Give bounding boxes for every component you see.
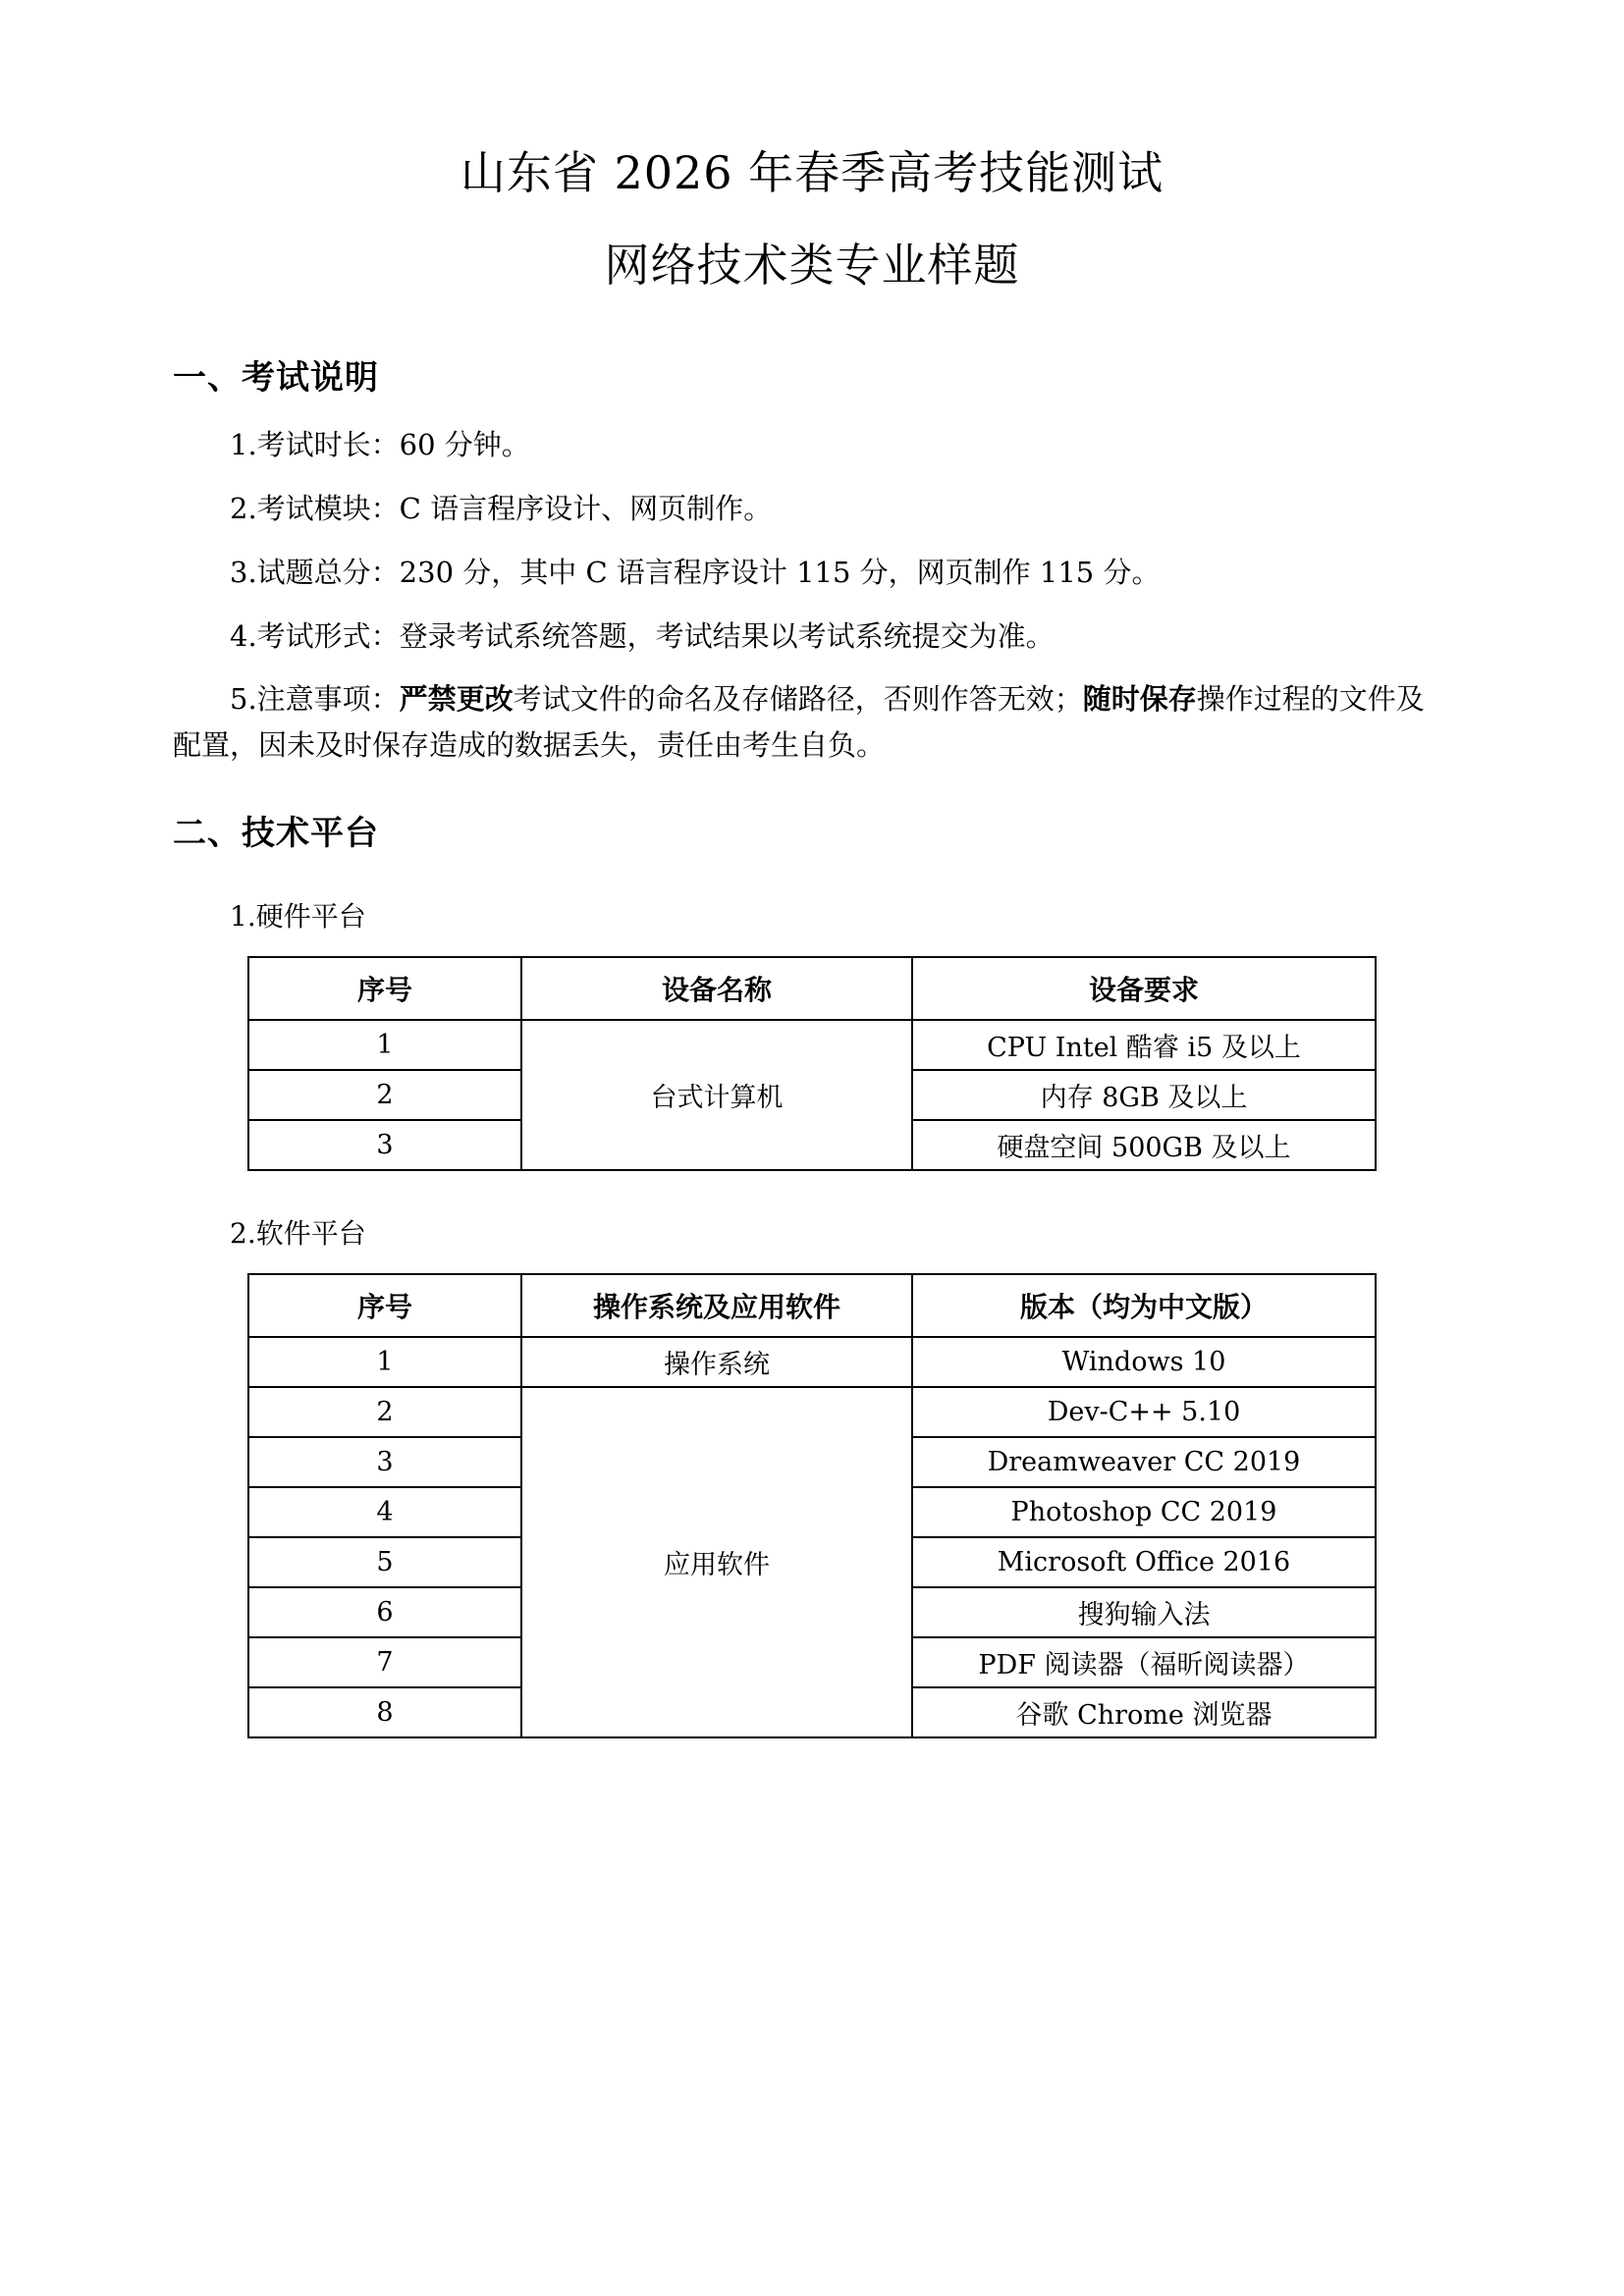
software-cell-version: Microsoft Office 2016 [912,1537,1376,1587]
software-cell-version: 谷歌 Chrome 浏览器 [912,1687,1376,1737]
software-cell-category-os: 操作系统 [521,1337,912,1387]
table-row [248,1337,1376,1387]
table-row [248,1387,1376,1437]
section-heading-exam-instructions: 一、考试说明 [173,357,379,398]
table-header-row [248,957,1376,1020]
notice-middle: 考试文件的命名及存储路径，否则作答无效； [513,682,1083,717]
notice-prefix: 5.注意事项： [230,682,400,717]
software-cell-index: 1 [248,1337,521,1387]
exam-instruction-item-5-notice [173,659,1451,769]
hardware-cell-requirement: 内存 8GB 及以上 [912,1070,1376,1120]
hardware-cell-index: 3 [248,1120,521,1170]
table-header-row [248,1274,1376,1337]
software-col-category: 操作系统及应用软件 [521,1274,912,1337]
software-cell-category-apps-merged: 应用软件 [521,1387,912,1737]
document-title-line-1: 山东省 2026 年春季高考技能测试 [460,146,1164,199]
software-cell-version: 搜狗输入法 [912,1587,1376,1637]
software-cell-version: PDF 阅读器（福昕阅读器） [912,1637,1376,1687]
hardware-cell-device-name-merged: 台式计算机 [521,1020,912,1170]
software-platform-table [247,1273,1377,1738]
software-cell-index: 5 [248,1537,521,1587]
software-cell-index: 6 [248,1587,521,1637]
software-col-version: 版本（均为中文版） [912,1274,1376,1337]
software-cell-index: 3 [248,1437,521,1487]
software-cell-version: Photoshop CC 2019 [912,1487,1376,1537]
notice-emphasis-1: 严禁更改 [399,682,514,717]
software-cell-index: 4 [248,1487,521,1537]
software-cell-index: 2 [248,1387,521,1437]
document-title-line-2: 网络技术类专业样题 [604,239,1020,293]
hardware-col-device-requirement: 设备要求 [912,957,1376,1020]
software-col-index: 序号 [248,1274,521,1337]
exam-instruction-item-3: 3.试题总分：230 分，其中 C 语言程序设计 115 分，网页制作 115 分。 [230,555,1161,589]
hardware-cell-index: 2 [248,1070,521,1120]
exam-instruction-item-4: 4.考试形式：登录考试系统答题，考试结果以考试系统提交为准。 [230,618,1055,653]
notice-suffix: 操作过程的文件及配置，因未及时保存造成的数据丢失，责任由考生自负。 [173,682,1425,763]
software-cell-version: Windows 10 [912,1337,1376,1387]
hardware-col-index: 序号 [248,957,521,1020]
hardware-cell-requirement: 硬盘空间 500GB 及以上 [912,1120,1376,1170]
hardware-platform-label: 1.硬件平台 [230,900,366,934]
software-cell-version: Dev-C++ 5.10 [912,1387,1376,1437]
hardware-platform-table [247,956,1377,1171]
hardware-col-device-name: 设备名称 [521,957,912,1020]
hardware-cell-index: 1 [248,1020,521,1070]
section-heading-technical-platform: 二、技术平台 [173,814,379,854]
software-cell-index: 7 [248,1637,521,1687]
exam-instruction-item-2: 2.考试模块：C 语言程序设计、网页制作。 [230,491,773,525]
software-cell-index: 8 [248,1687,521,1737]
table-row [248,1020,1376,1070]
notice-emphasis-2: 随时保存 [1082,682,1197,717]
exam-instruction-item-1: 1.考试时长：60 分钟。 [230,427,530,461]
software-cell-version: Dreamweaver CC 2019 [912,1437,1376,1487]
hardware-cell-requirement: CPU Intel 酷睿 i5 及以上 [912,1020,1376,1070]
software-platform-label: 2.软件平台 [230,1217,366,1251]
